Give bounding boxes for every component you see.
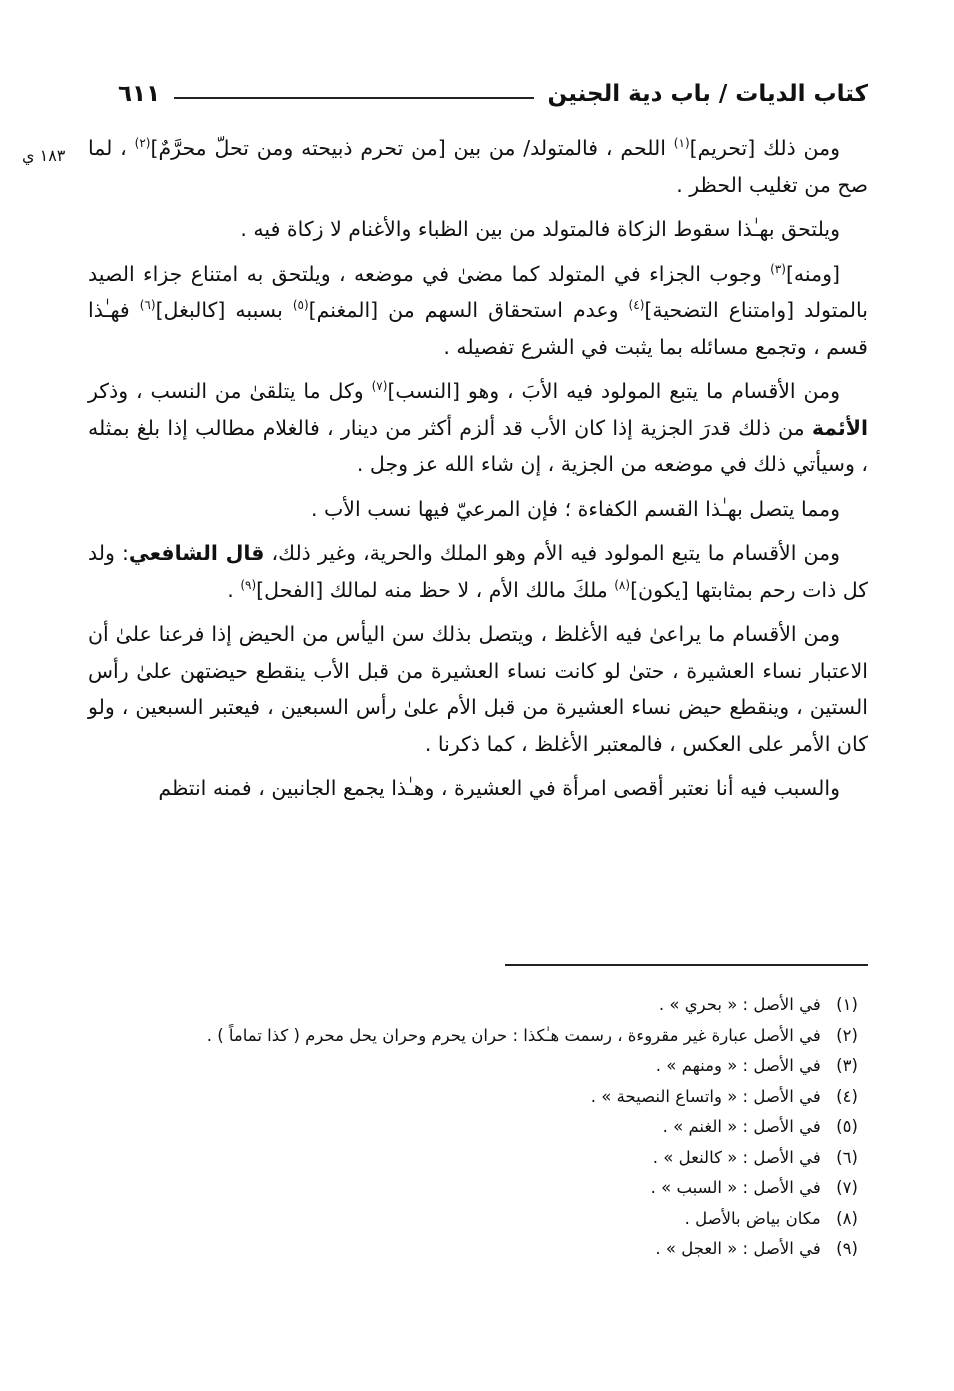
page-number: ٦١١ [118,81,161,107]
footnote-number: (٨) [836,1208,858,1228]
footnote-ref: (٨) [614,577,631,592]
text-run: ويلتحق بهـٰذا سقوط الزكاة فالمتولد من بين الظباء والأغنام لا زكاة فيه . [240,217,840,241]
text-run: وجوب الجزاء في المتولد كما مضىٰ في موضعه ، ويلتحق به امتناع جزاء الصيد بالمتولد [وامتناع التضحية] [88,261,868,322]
running-title: كتاب الديات / باب دية الجنين [547,81,868,107]
footnote-ref: (٦) [139,298,156,313]
footnote [88,1143,868,1174]
footnote-text: في الأصل : « الغنم » . [662,1117,821,1136]
footnote-number: (٧) [836,1178,858,1197]
text-run: بسببه [كالبغل] [155,298,293,322]
footnote-text: في الأصل : « بحري » . [658,995,821,1014]
header-rule [174,97,533,99]
footnote-text: مكان بياض بالأصل . [684,1208,821,1228]
footnote-separator [505,964,868,966]
text-run: ومن الأقسام ما يتبع المولود فيه الأبَ ، وهو [النسب] [387,379,840,403]
text-run: ، لما صح من تغليب الحظر . [88,136,868,197]
text-run: ومن الأقسام ما يراعىٰ فيه الأغلظ ، ويتصل بذلك سن اليأس من الحيض إذا فرعنا علىٰ أن الاعتبار نساء العشيرة ، حتىٰ لو كانت نساء العشيرة من قبل الأب ينقطع حيضتهن علىٰ رأس الستين ، وينقطع حيض نساء العشيرة من قبل الأم علىٰ رأس السبعين ، فيعتبر السبعين ، ولو كان الأمر على العكس ، فالمعتبر الأغلظ ، كما ذكرنا . [88,622,868,756]
paragraph [88,616,868,762]
main-text [88,130,868,815]
footnote-text: في الأصل : « كالنعل » . [652,1147,821,1167]
text-run: من ذلك قدرَ الجزية إذا كان الأب قد ألزم أكثر من دينار ، فالغلام مطالب إذا بلغ بمثله ، وسيأتي ذلك في موضعه من الجزية ، إن شاء الله عز وجل . [88,415,868,476]
footnote-ref: (١) [673,136,690,151]
text-run: ومما يتصل بهـٰذا القسم الكفاءة ؛ فإن المرعيّ فيها نسب الأب . [310,496,840,521]
paragraph [88,491,868,528]
text-run: ومن الأقسام ما يتبع المولود فيه الأم وهو الملك والحرية، وغير ذلك، [264,541,840,565]
footnote [88,1204,868,1235]
footnote-number: (٣) [836,1056,858,1075]
footnote [88,1234,868,1265]
footnote [88,1051,868,1082]
footnotes-list [88,990,868,1265]
text-run: فهـٰذا قسم ، وتجمع مسائله بما يثبت في الشرع تفصيله . [88,298,868,359]
footnote-ref: (٤) [628,298,645,313]
paragraph [88,770,868,807]
text-run: [ومنه] [785,261,840,286]
bold-term: الأئمة [811,415,868,440]
footnote-number: (٤) [836,1086,858,1106]
footnote-number: (٦) [836,1147,858,1167]
paragraph [88,130,868,203]
footnote-text: في الأصل : « واتساع النصيحة » . [590,1086,821,1106]
paragraph [88,256,868,366]
text-run: : ولد كل ذات رحم بمثابتها [يكون] [88,541,868,602]
text-run: وكل ما يتلقىٰ من النسب ، وذكر [88,379,372,403]
footnote-text: في الأصل : « ومنهم » . [655,1056,821,1075]
footnote [88,1173,868,1204]
paragraph [88,211,868,248]
paragraph [88,535,868,608]
text-run: . [227,577,241,602]
footnote-number: (١) [836,995,858,1014]
page-header [118,74,868,114]
footnote [88,1021,868,1052]
footnote-ref: (٢) [134,136,151,151]
footnote-ref: (٣) [770,261,786,276]
footnote [88,990,868,1021]
manuscript-folio-note: ١٨٣ ي [22,146,66,165]
footnote-number: (٥) [836,1117,858,1136]
footnote-text: في الأصل : « السبب » . [650,1178,821,1197]
text-run: والسبب فيه أنا نعتبر أقصى امرأة في العشيرة ، وهـٰذا يجمع الجانبين ، فمنه انتظم [158,776,840,800]
footnote [88,1112,868,1143]
text-run: ومن ذلك [تحريم] [689,136,841,160]
footnote-ref: (٥) [292,298,309,313]
text-run: وعدم استحقاق السهم من [المغنم] [308,298,629,322]
footnote-number: (٢) [836,1025,858,1045]
paragraph [88,373,868,483]
footnote-ref: (٧) [371,379,388,394]
footnote-number: (٩) [836,1239,858,1258]
footnote [88,1082,868,1113]
footnote-ref: (٩) [240,577,257,592]
text-run: اللحم ، فالمتولد/ من بين [من تحرم ذبيحته ومن تحلّ محرَّمٌ] [150,136,674,160]
footnote-text: في الأصل عبارة غير مقروءة ، رسمت هـٰكذا : حران يحرم وحران يحل محرم ( كذا تماماً ) . [206,1025,821,1045]
text-run: ملكَ مالك الأم ، لا حظ منه لمالك [الفحل] [256,577,615,602]
footnote-text: في الأصل : « العجل » . [655,1239,821,1258]
bold-term: قال الشافعي [128,541,265,565]
